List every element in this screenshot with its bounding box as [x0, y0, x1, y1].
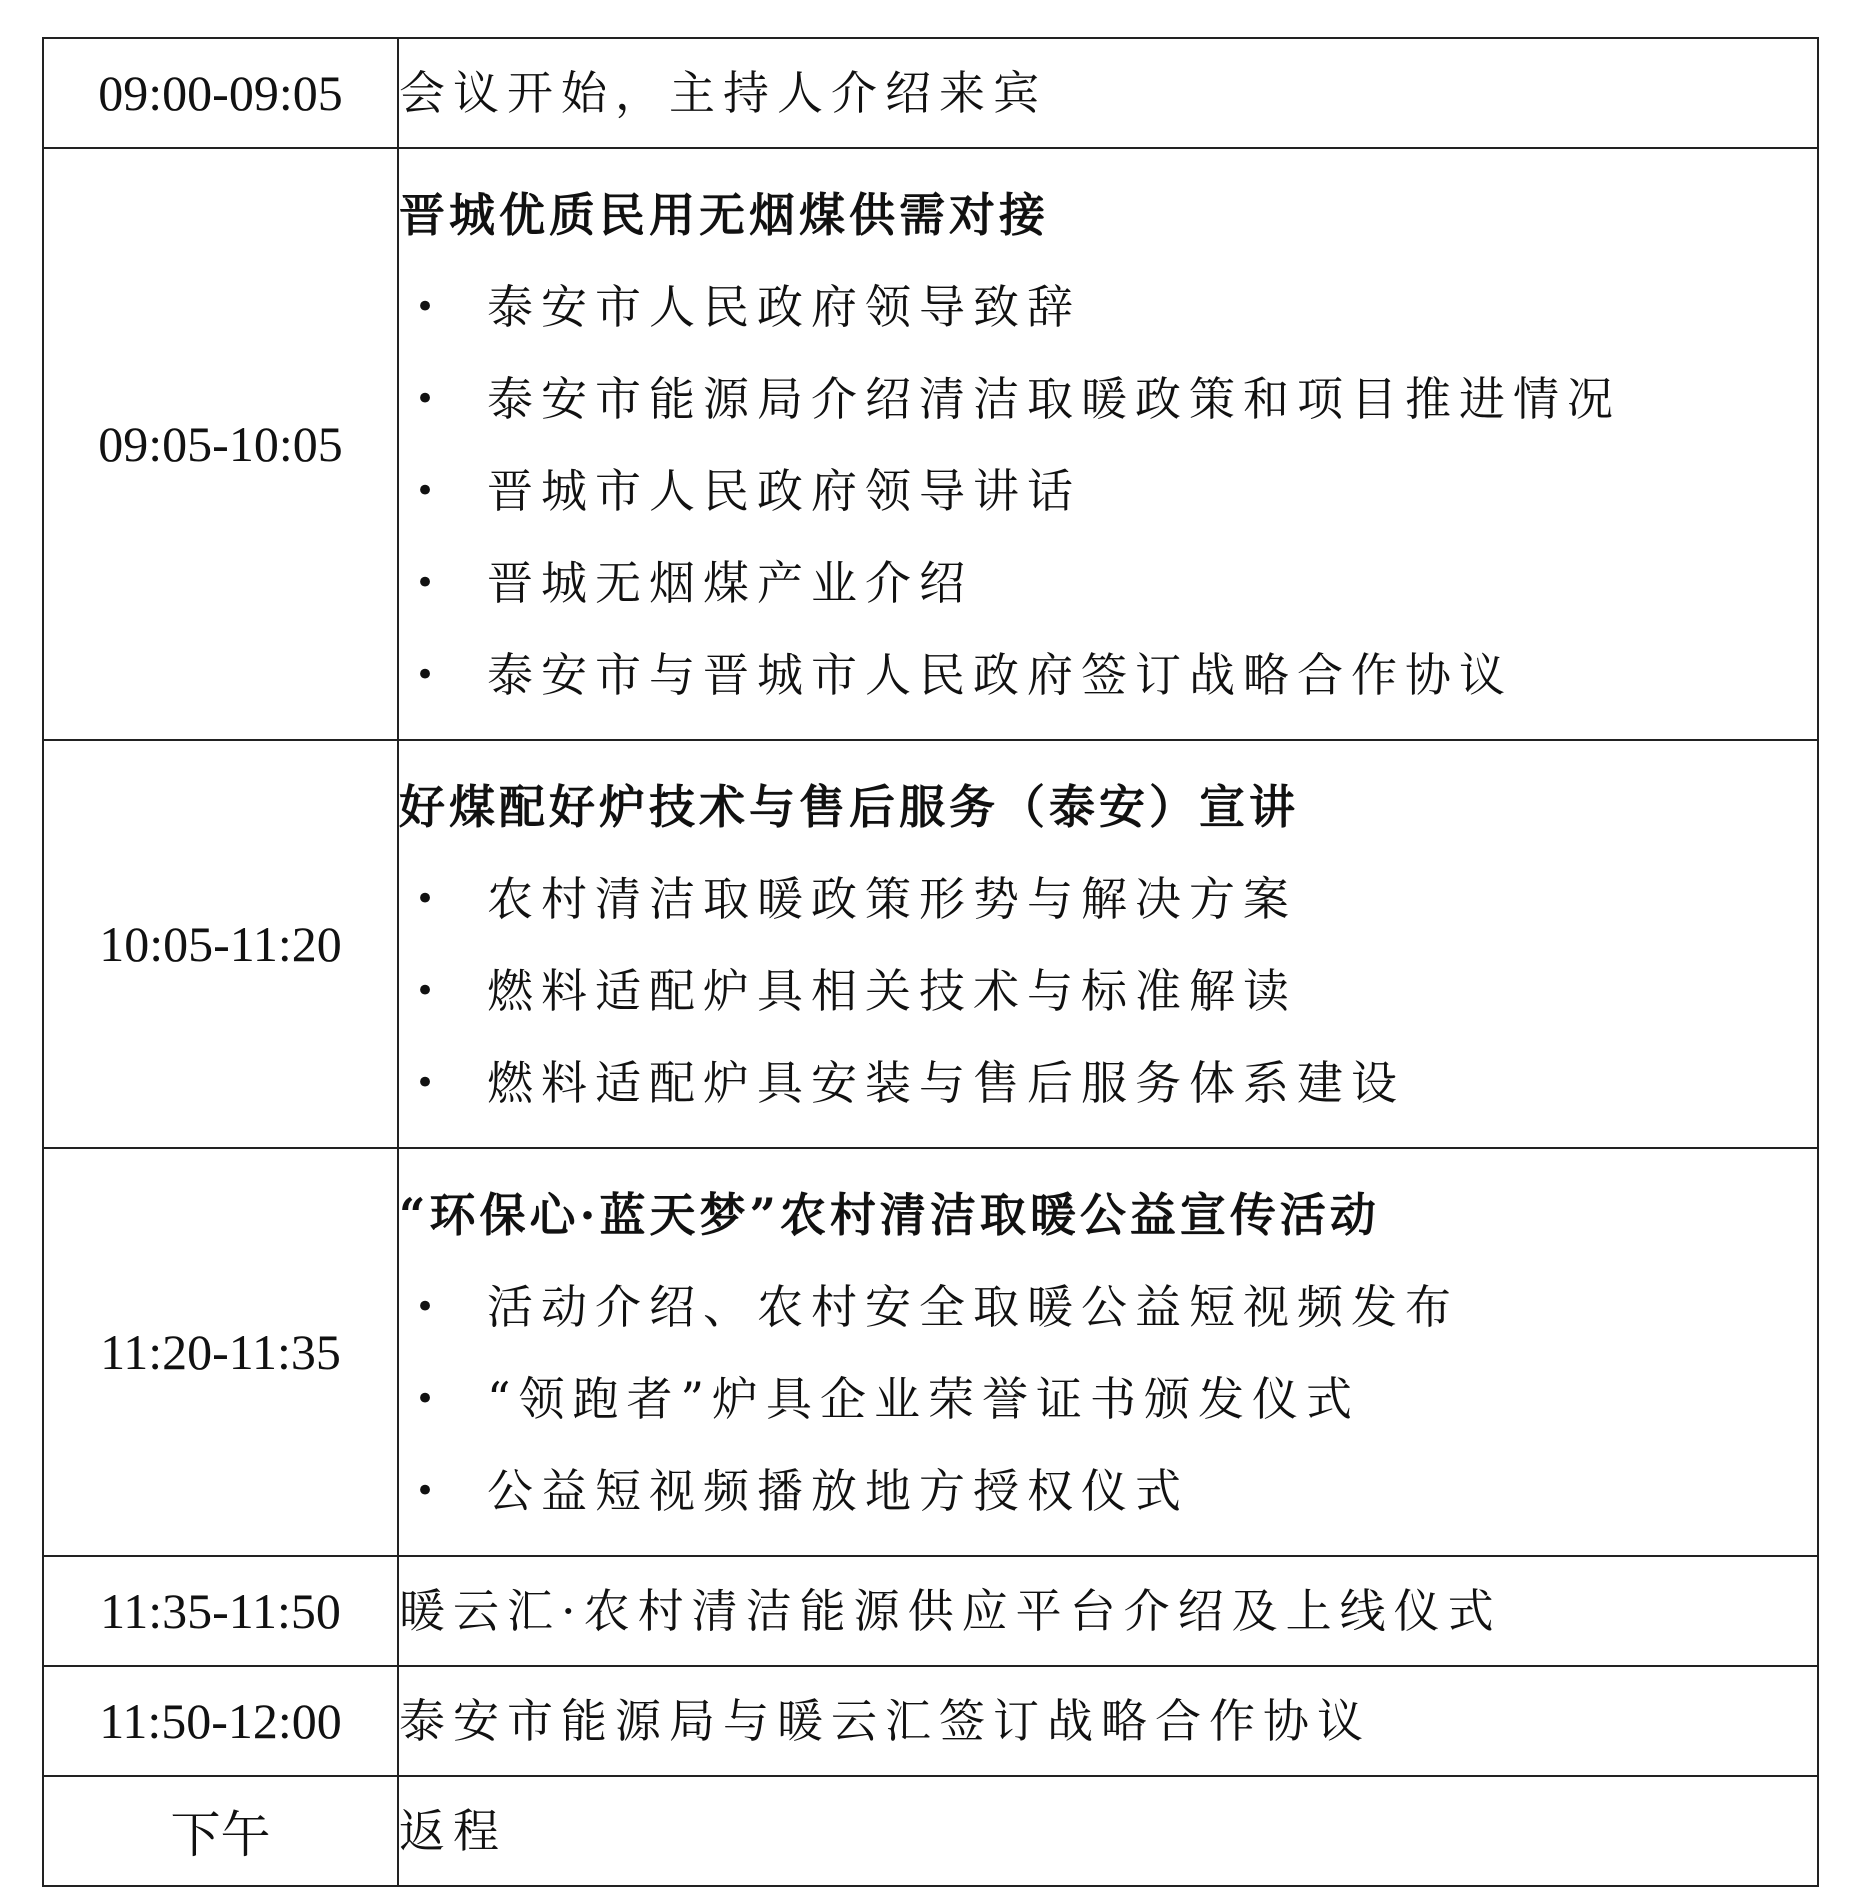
time-cell: 09:05-10:05	[43, 148, 398, 740]
time-cell: 11:35-11:50	[43, 1556, 398, 1666]
list-item-text: 燃料适配炉具安装与售后服务体系建设	[487, 1056, 1405, 1110]
agenda-item-text: 返程	[399, 1804, 507, 1858]
description-cell	[398, 38, 1818, 148]
session-title: “环保心·蓝天梦”农村清洁取暖公益宣传活动	[399, 1188, 1380, 1242]
agenda-item-text: 会议开始，主持人介绍来宾	[399, 66, 1047, 120]
time-cell: 10:05-11:20	[43, 740, 398, 1148]
bullet-icon: •	[415, 563, 436, 603]
list-item-text: 活动介绍、农村安全取暖公益短视频发布	[487, 1280, 1459, 1334]
session-title: 晋城优质民用无烟煤供需对接	[399, 188, 1049, 242]
bullet-icon: •	[415, 655, 436, 695]
list-item	[399, 629, 1817, 721]
list-item	[399, 537, 1817, 629]
list-item-text: 农村清洁取暖政策形势与解决方案	[487, 872, 1297, 926]
bullet-icon: •	[415, 287, 436, 327]
bullet-icon: •	[415, 1471, 436, 1511]
description-cell	[398, 1148, 1818, 1556]
bullet-icon: •	[415, 1287, 436, 1327]
list-item-text: 晋城市人民政府领导讲话	[487, 464, 1081, 518]
agenda-item-text: 泰安市能源局与暖云汇签订战略合作协议	[399, 1694, 1371, 1748]
description-cell	[398, 740, 1818, 1148]
list-item-text: 公益短视频播放地方授权仪式	[487, 1464, 1189, 1518]
list-item	[399, 1037, 1817, 1129]
list-item	[399, 353, 1817, 445]
list-item-text: 泰安市能源局介绍清洁取暖政策和项目推进情况	[487, 372, 1621, 426]
list-item	[399, 261, 1817, 353]
description-cell	[398, 148, 1818, 740]
agenda-row	[43, 38, 1818, 148]
time-cell: 下午	[43, 1776, 398, 1886]
list-item-text: 晋城无烟煤产业介绍	[487, 556, 973, 610]
agenda-row	[43, 148, 1818, 740]
time-cell: 09:00-09:05	[43, 38, 398, 148]
bullet-icon: •	[415, 879, 436, 919]
bullet-icon: •	[415, 1379, 436, 1419]
bullet-icon: •	[415, 1063, 436, 1103]
description-cell	[398, 1556, 1818, 1666]
agenda-row	[43, 740, 1818, 1148]
bullet-icon: •	[415, 379, 436, 419]
session-item-list	[399, 261, 1817, 721]
list-item-text: 泰安市与晋城市人民政府签订战略合作协议	[487, 648, 1513, 702]
agenda-table	[42, 37, 1819, 1887]
list-item	[399, 945, 1817, 1037]
list-item	[399, 1261, 1817, 1353]
bullet-icon: •	[415, 971, 436, 1011]
time-cell: 11:20-11:35	[43, 1148, 398, 1556]
session-item-list	[399, 853, 1817, 1129]
description-cell	[398, 1666, 1818, 1776]
agenda-item-text: 暖云汇·农村清洁能源供应平台介绍及上线仪式	[399, 1584, 1502, 1638]
description-cell	[398, 1776, 1818, 1886]
time-cell: 11:50-12:00	[43, 1666, 398, 1776]
session-title: 好煤配好炉技术与售后服务（泰安）宣讲	[399, 780, 1299, 834]
bullet-icon: •	[415, 471, 436, 511]
list-item	[399, 445, 1817, 537]
agenda-row	[43, 1556, 1818, 1666]
session-item-list	[399, 1261, 1817, 1537]
agenda-row	[43, 1148, 1818, 1556]
list-item-text: 泰安市人民政府领导致辞	[487, 280, 1081, 334]
agenda-row	[43, 1666, 1818, 1776]
agenda-row	[43, 1776, 1818, 1886]
list-item	[399, 1445, 1817, 1537]
list-item	[399, 1353, 1817, 1445]
list-item-text: “领跑者”炉具企业荣誉证书颁发仪式	[487, 1372, 1361, 1426]
list-item	[399, 853, 1817, 945]
list-item-text: 燃料适配炉具相关技术与标准解读	[487, 964, 1297, 1018]
